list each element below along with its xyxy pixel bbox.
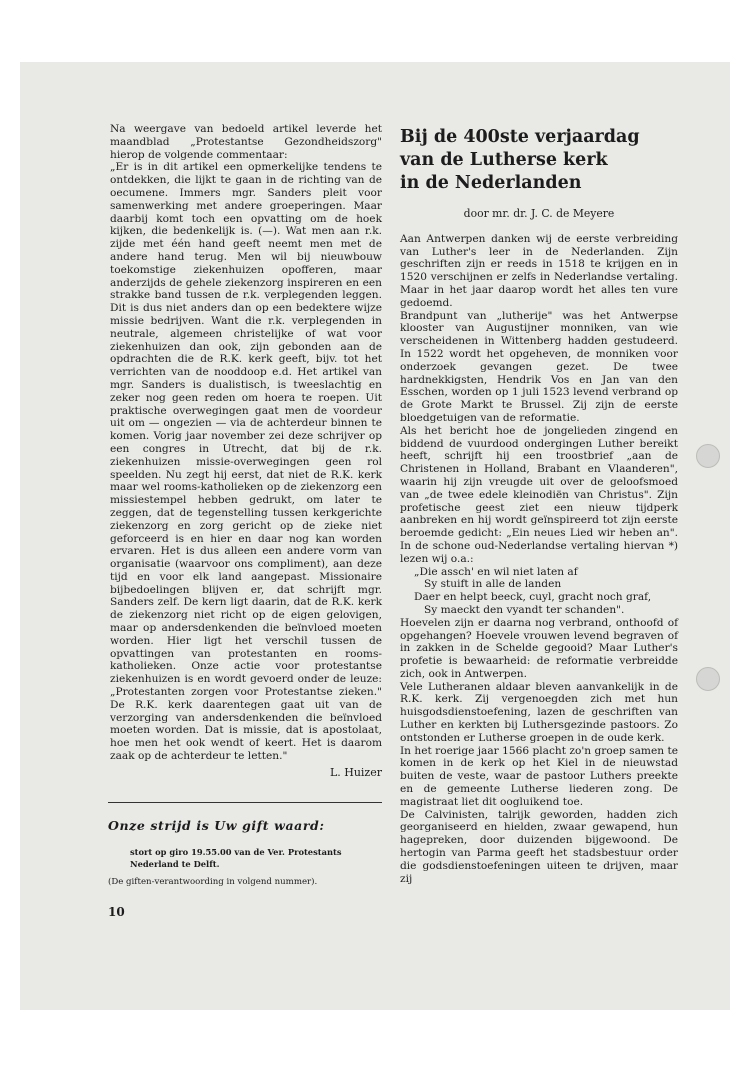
donation-note: (De giften-verantwoording in volgend nummer). bbox=[108, 877, 318, 887]
article-paragraph: Vele Lutheranen aldaar bleven aanvankelijk in de R.K. kerk. Zij vergenoegden zich met hun huisgodsdienstoefening, lazen de geschriften van Luther en kerkten bij Luthersgezinde pastoors. Zo ontstonden er Lutherse groepen in de oude kerk. bbox=[400, 680, 678, 744]
article-paragraph: In het roerige jaar 1566 placht zo'n groep samen te komen in de kerk op het Kiel in de nieuwstad buiten de veste, waar de pastoor Luthers preekte en de gemeente Lutherse liederen zong. De magistraat liet dit oogluikend toe. bbox=[400, 744, 678, 808]
title-line: Bij de 400ste verjaardag bbox=[400, 127, 640, 147]
punch-hole bbox=[696, 444, 720, 468]
article-title bbox=[400, 126, 678, 195]
article-paragraph: Aan Antwerpen danken wij de eerste verbreiding van Luther's leer in de Nederlanden. Zijn geschriften zijn er reeds in 1518 te krijgen en in 1520 verschijnen er zelfs in Nederlandse vertaling. Maar in het jaar daarop wordt het alles ten vure gedoemd. bbox=[400, 232, 678, 309]
left-column bbox=[110, 123, 382, 780]
article-paragraph: Hoevelen zijn er daarna nog verbrand, onthoofd of opgehangen? Hoevele vrouwen levend begraven of in zakken in de Schelde gegooid? Maar Luther's profetie is bewaarheid: de reformatie verbreidde zich, ook in Antwerpen. bbox=[400, 616, 678, 680]
poem-line: Daer en helpt beeck, cuyl, gracht noch graf, bbox=[414, 591, 652, 604]
donation-instructions: stort op giro 19.55.00 van de Ver. Protestants Nederland te Delft. bbox=[130, 847, 342, 869]
page-number: 10 bbox=[108, 905, 125, 919]
article-paragraph: Brandpunt van „lutherije" was het Antwerpse klooster van Augustijner monniken, van wie verscheidenen in Wittenberg hadden gestudeerd. In 1522 wordt het opgeheven, de monniken voor onderzoek gevangen gezet. De twee hardnekkigsten, Hendrik Vos en Jan van den Esschen, worden op 1 juli 1523 levend verbrand op de Grote Markt te Brussel. Zij zijn de eerste bloedgetuigen van de reformatie. bbox=[400, 309, 678, 424]
title-line: van de Lutherse kerk bbox=[400, 150, 608, 170]
right-column bbox=[400, 123, 678, 885]
title-line: in de Nederlanden bbox=[400, 173, 582, 193]
article-paragraph: De Calvinisten, talrijk geworden, hadden zich georganiseerd en hielden, zwaar gewapend, hun hagepreken, door duizenden bijgewoond. De hertogin van Parma geeft het stadsbestuur order die godsdienstoefeningen uiteen te drijven, maar zij bbox=[400, 808, 678, 885]
quoted-commentary: „Er is in dit artikel een opmerkelijke tendens te ontdekken, die lijkt te gaan in de richting van de oecumene. Immers mgr. Sanders pleit voor samenwerking met andere groeperingen. Maar daarbij komt toch een opvatting om de hoek kijken, die bedenkelijk is. (—). Wat men aan r.k. zijde met één hand geeft neemt men met de andere hand terug. Men wil bij nieuwbouw toekomstige ziekenhuizen opofferen, maar anderzijds de gehele ziekenzorg inspireren en een strakke band tussen de r.k. verplegenden leggen. Dit is dus niet anders dan op een bedektere wijze missie bedrijven. Want die r.k. verplegenden in neutrale, algemeen christelijke of wat voor ziekenhuizen dan ook, zijn gebonden aan de opdrachten die de R.K. kerk geeft, bijv. tot het verrichten van de nooddoop e.d. Het artikel van mgr. Sanders is dualistisch, is tweeslachtig en zeker nog geen reden om hoera te roepen. Uit praktische overwegingen gaat men de voordeur uit om — ongezien — via de achterdeur binnen te komen. Vorig jaar november zei deze schrijver op een congres in Utrecht, dat bij de r.k. ziekenhuizen missie-overwegingen geen rol speelden. Nu zegt hij eerst, dat niet de R.K. kerk maar wel rooms-katholieken op de ziekenzorg een missiestempel hebben gedrukt, om later te zeggen, dat de tegenstelling tussen kerkgerichte ziekenzorg en zorg gericht op de zieke niet geforceerd is en hier en daar nog kan worden ervaren. Het is dus alleen een andere vorm van organisatie (waarvoor ons compliment), aan deze tijd en voor elk land aangepast. Missionaire bijbedoelingen blijven er, dat schrijft mgr. Sanders zelf. De kern ligt daarin, dat de R.K. kerk de ziekenzorg niet richt op de eigen gelovigen, maar op andersdenkenden die beïnvloed moeten worden. Hier ligt het verschil tussen de opvattingen van protestanten en rooms-katholieken. Onze actie voor protestantse ziekenhuizen is en wordt gevoerd onder de leuze: „Protestanten zorgen voor Protestantse zieken." De R.K. kerk daarentegen gaat uit van de verzorging van andersdenkenden die beïnvloed moeten worden. Dat is missie, dat is apostolaat, hoe men het ook wendt of keert. Het is daarom zaak op de achterdeur te letten." bbox=[110, 161, 382, 763]
article-paragraph: Als het bericht hoe de jongelieden zingend en biddend de vuurdood ondergingen Luther bereikt heeft, schrijft hij een troostbrief „aan de Christenen in Holland, Brabant en Vlaanderen", waarin hij zijn vreugde uit over de geloofsmoed van „de twee edele kleinodiën van Christus". Zijn profetische geest ziet een nieuw tijdperk aanbreken en hij wordt geïnspireerd tot zijn eerste beroemde gedicht: „Ein neues Lied wir heben an". In de schone oud-Nederlandse vertaling hiervan *) lezen wij o.a.: bbox=[400, 424, 678, 565]
intro-paragraph: Na weergave van bedoeld artikel leverde het maandblad „Protestantse Gezondheidszorg" hierop de volgende commentaar: bbox=[110, 123, 382, 161]
poem-line: Sy maeckt den vyandt ter schanden". bbox=[424, 603, 625, 616]
poem-line: Sy stuift in alle de landen bbox=[424, 578, 562, 591]
donation-heading: Onze strijd is Uw gift waard: bbox=[108, 818, 325, 833]
section-divider bbox=[108, 802, 382, 803]
poem-line: „Die assch' en wil niet laten af bbox=[414, 565, 578, 578]
punch-hole bbox=[696, 667, 720, 691]
article-byline: door mr. dr. J. C. de Meyere bbox=[463, 207, 615, 220]
author-signature: L. Huizer bbox=[329, 765, 382, 779]
donation-box bbox=[108, 818, 382, 887]
poem-quote bbox=[414, 566, 678, 617]
